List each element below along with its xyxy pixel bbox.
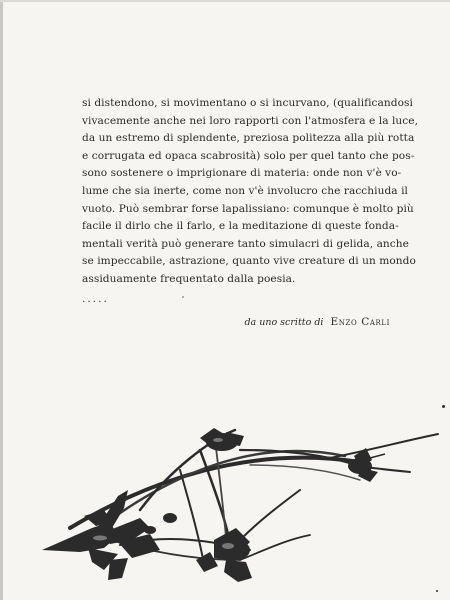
sculpture-joint bbox=[163, 513, 177, 523]
sculpture-joint bbox=[358, 468, 378, 482]
paper-speck bbox=[442, 405, 445, 408]
sculpture-rod bbox=[240, 490, 300, 540]
sculpture-highlight bbox=[222, 543, 234, 549]
paper-speck bbox=[182, 296, 184, 298]
text-line: da un estremo di splendente, preziosa politezza alla più rotta bbox=[82, 132, 415, 145]
text-line: lume che sia inerte, come non v'è involucro che racchiuda il bbox=[82, 184, 408, 197]
sculpture-head bbox=[108, 558, 128, 580]
body-text bbox=[82, 95, 419, 289]
text-line: si distendono, si movimentano o si incurvano, (qualificandosi bbox=[82, 97, 413, 109]
text-line: sono sostenere o imprigionare di materia: onde non v'è vo- bbox=[82, 167, 402, 180]
sculpture-joint bbox=[224, 560, 252, 582]
sculpture-highlight bbox=[213, 438, 223, 442]
text-line: mentali verità può generare tanto simulacri di gelida, anche bbox=[82, 237, 409, 250]
page-top-edge bbox=[0, 0, 450, 2]
sculpture-joint bbox=[144, 526, 156, 534]
attribution bbox=[244, 316, 390, 328]
text-line: se impeccabile, astrazione, quanto vive creature di un mondo bbox=[82, 255, 416, 268]
text-line: vivacemente anche nei loro rapporti con l'atmosfera e la luce, bbox=[82, 114, 419, 127]
text-line: assiduamente frequentato dalla poesia. bbox=[82, 272, 296, 285]
attribution-author: Enzo Carli bbox=[330, 316, 390, 328]
text-line: vuoto. Può sembrar forse lapalissiano: comunque è molto più bbox=[82, 202, 414, 215]
ellipsis: ..... bbox=[82, 293, 109, 305]
attribution-prefix: da uno scritto di bbox=[244, 317, 324, 328]
sculpture-rod bbox=[250, 465, 360, 480]
sculpture-rod bbox=[110, 451, 345, 520]
sculpture-rod bbox=[370, 454, 385, 458]
text-line: e corrugata ed opaca scabrosità) solo per quel tanto che pos- bbox=[82, 149, 415, 162]
paper-speck bbox=[436, 590, 438, 592]
text-line: facile il dirlo che il farlo, e la meditazione di queste fonda- bbox=[82, 220, 399, 233]
sculpture-rod bbox=[180, 470, 205, 570]
sculpture-joint bbox=[226, 432, 244, 446]
sculpture-highlight bbox=[93, 536, 107, 541]
sculpture-rod bbox=[240, 535, 310, 560]
sculpture-photo bbox=[0, 410, 450, 600]
